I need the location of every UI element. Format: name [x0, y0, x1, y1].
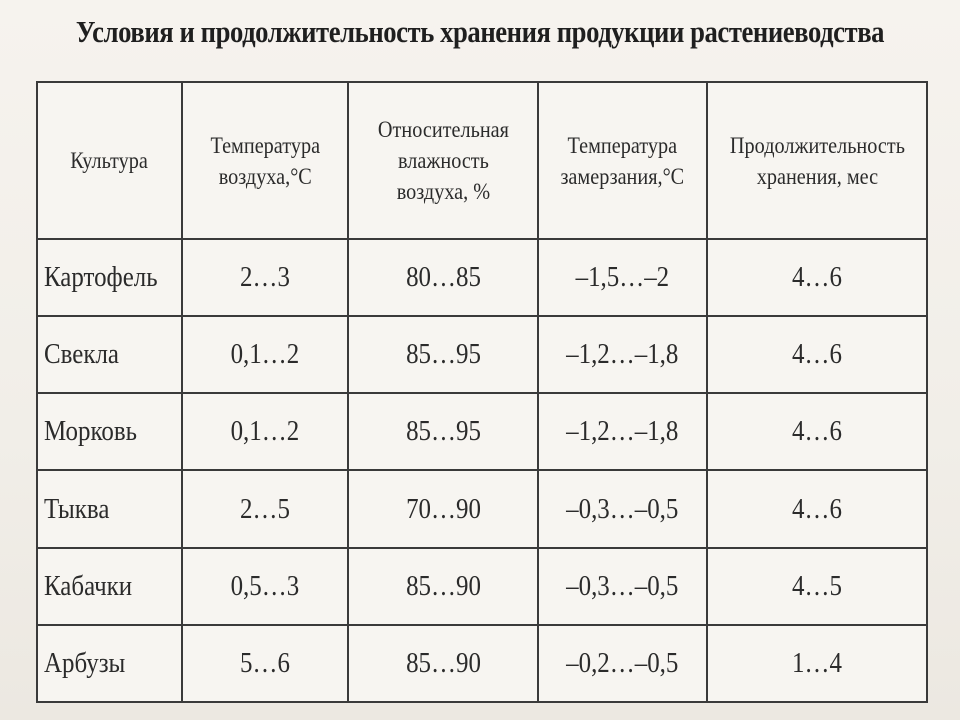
cell-freezing-temperature: –0,2…–0,5 — [538, 625, 707, 702]
cell-crop: Картофель — [37, 239, 182, 316]
column-header-crop: Культура — [37, 82, 182, 239]
cell-freezing-temperature: –0,3…–0,5 — [538, 548, 707, 625]
table-row — [37, 625, 927, 702]
table-header-row — [37, 82, 927, 239]
column-header-freezing-temperature: Температура замерзания,°С — [538, 82, 707, 239]
table-row — [37, 316, 927, 393]
cell-freezing-temperature: –1,2…–1,8 — [538, 316, 707, 393]
cell-relative-humidity: 85…95 — [348, 316, 538, 393]
cell-air-temperature: 5…6 — [182, 625, 348, 702]
cell-freezing-temperature: –1,5…–2 — [538, 239, 707, 316]
cell-air-temperature: 2…3 — [182, 239, 348, 316]
cell-storage-duration: 4…6 — [707, 393, 927, 470]
cell-relative-humidity: 85…90 — [348, 625, 538, 702]
cell-storage-duration: 4…5 — [707, 548, 927, 625]
table-row — [37, 393, 927, 470]
column-header-storage-duration: Продолжительность хранения, мес — [707, 82, 927, 239]
cell-crop: Тыква — [37, 470, 182, 547]
cell-crop: Кабачки — [37, 548, 182, 625]
column-header-relative-humidity: Относительная влажность воздуха, % — [348, 82, 538, 239]
table-row — [37, 470, 927, 547]
cell-relative-humidity: 85…95 — [348, 393, 538, 470]
cell-relative-humidity: 70…90 — [348, 470, 538, 547]
storage-conditions-table — [36, 81, 928, 703]
cell-crop: Морковь — [37, 393, 182, 470]
cell-storage-duration: 4…6 — [707, 470, 927, 547]
cell-air-temperature: 0,1…2 — [182, 393, 348, 470]
column-header-air-temperature: Температура воздуха,°С — [182, 82, 348, 239]
cell-relative-humidity: 85…90 — [348, 548, 538, 625]
cell-storage-duration: 4…6 — [707, 316, 927, 393]
document-title: Условия и продолжительность хранения продукции растениеводства — [75, 14, 885, 49]
table-row — [37, 239, 927, 316]
cell-air-temperature: 0,5…3 — [182, 548, 348, 625]
cell-crop: Арбузы — [37, 625, 182, 702]
cell-storage-duration: 1…4 — [707, 625, 927, 702]
cell-relative-humidity: 80…85 — [348, 239, 538, 316]
cell-freezing-temperature: –0,3…–0,5 — [538, 470, 707, 547]
table-row — [37, 548, 927, 625]
cell-air-temperature: 0,1…2 — [182, 316, 348, 393]
cell-storage-duration: 4…6 — [707, 239, 927, 316]
cell-freezing-temperature: –1,2…–1,8 — [538, 393, 707, 470]
cell-crop: Свекла — [37, 316, 182, 393]
cell-air-temperature: 2…5 — [182, 470, 348, 547]
